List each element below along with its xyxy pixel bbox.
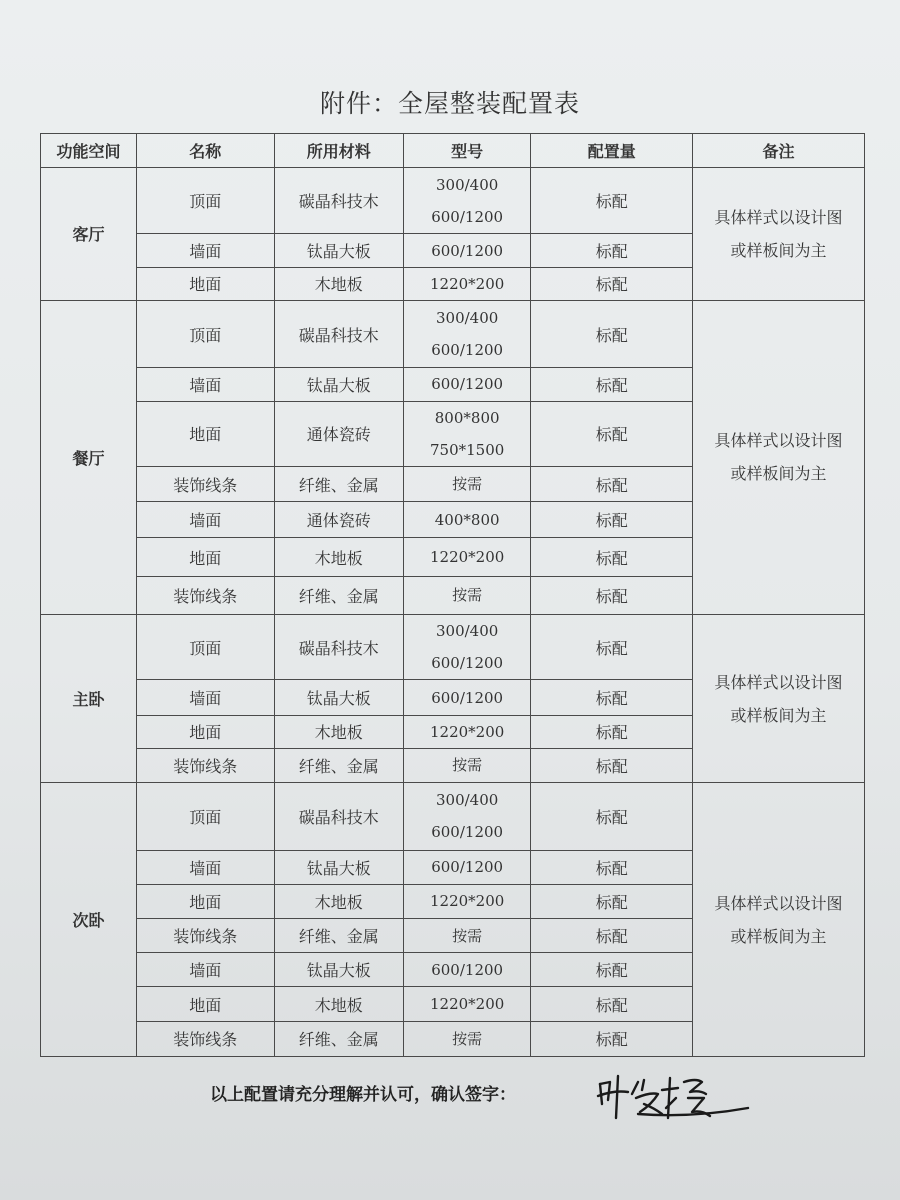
material-cell: 木地板: [274, 538, 403, 576]
model-cell: [403, 538, 530, 576]
material-cell: 木地板: [274, 715, 403, 748]
config-table: [40, 133, 865, 1057]
quantity-cell: 标配: [531, 1021, 693, 1056]
model-cell: [403, 1021, 530, 1056]
material-cell: 纤维、金属: [274, 466, 403, 501]
model-value: 1220*200: [429, 274, 505, 293]
item-name-cell: 顶面: [137, 614, 275, 679]
remark-line: 或样板间为主: [730, 926, 827, 946]
quantity-cell: 标配: [531, 538, 693, 576]
space-name-cell: 餐厅: [41, 300, 137, 614]
quantity-cell: 标配: [531, 168, 693, 234]
material-cell: 钛晶大板: [274, 234, 403, 267]
remark-cell: [693, 614, 865, 782]
model-value: 600/1200: [431, 688, 504, 707]
model-value: 750*1500: [429, 440, 505, 459]
item-name-cell: 装饰线条: [137, 466, 275, 501]
material-cell: 纤维、金属: [274, 1021, 403, 1056]
model-value: 600/1200: [431, 241, 504, 260]
quantity-cell: 标配: [531, 953, 693, 987]
material-cell: 通体瓷砖: [274, 401, 403, 466]
quantity-cell: 标配: [531, 680, 693, 715]
quantity-cell: 标配: [531, 502, 693, 538]
item-name-cell: 地面: [137, 401, 275, 466]
remark-line: 具体样式以设计图: [714, 672, 843, 692]
item-name-cell: 地面: [137, 538, 275, 576]
material-cell: 碳晶科技木: [274, 300, 403, 367]
quantity-cell: 标配: [531, 401, 693, 466]
item-name-cell: 地面: [137, 715, 275, 748]
model-value: 按需: [452, 475, 483, 494]
remark-line: 具体样式以设计图: [714, 207, 843, 227]
model-cell: [403, 576, 530, 614]
model-cell: [403, 918, 530, 952]
item-name-cell: 地面: [137, 267, 275, 300]
table-row: [41, 168, 865, 234]
remark-line: 或样板间为主: [730, 705, 827, 725]
material-cell: 木地板: [274, 884, 403, 918]
model-value: 400*800: [434, 510, 500, 529]
material-cell: 纤维、金属: [274, 576, 403, 614]
quantity-cell: 标配: [531, 987, 693, 1021]
item-name-cell: 装饰线条: [137, 918, 275, 952]
model-cell: [403, 715, 530, 748]
model-value: 300/400: [435, 622, 499, 641]
material-cell: 碳晶科技木: [274, 168, 403, 234]
table-row: [41, 300, 865, 367]
model-value: 600/1200: [431, 207, 504, 226]
model-cell: [403, 614, 530, 679]
quantity-cell: 标配: [531, 715, 693, 748]
quantity-cell: 标配: [531, 614, 693, 679]
material-cell: 钛晶大板: [274, 368, 403, 401]
header-name: 名称: [137, 134, 275, 168]
quantity-cell: 标配: [531, 884, 693, 918]
item-name-cell: 墙面: [137, 234, 275, 267]
material-cell: 木地板: [274, 267, 403, 300]
header-model: 型号: [403, 134, 530, 168]
material-cell: 纤维、金属: [274, 918, 403, 952]
model-cell: [403, 401, 530, 466]
table-row: [41, 783, 865, 850]
model-value: 600/1200: [431, 960, 504, 979]
item-name-cell: 装饰线条: [137, 1021, 275, 1056]
model-value: 1220*200: [429, 892, 505, 911]
quantity-cell: 标配: [531, 368, 693, 401]
model-value: 按需: [452, 756, 483, 775]
model-cell: [403, 267, 530, 300]
model-value: 1220*200: [429, 995, 505, 1013]
material-cell: 碳晶科技木: [274, 614, 403, 679]
model-value: 300/400: [435, 175, 499, 194]
table-header-row: [41, 134, 865, 168]
model-value: 按需: [452, 926, 483, 945]
header-remark: 备注: [693, 134, 865, 168]
item-name-cell: 地面: [137, 987, 275, 1021]
material-cell: 钛晶大板: [274, 953, 403, 987]
model-cell: [403, 680, 530, 715]
model-value: 300/400: [435, 791, 499, 810]
material-cell: 钛晶大板: [274, 850, 403, 884]
model-cell: [403, 466, 530, 501]
model-value: 600/1200: [431, 341, 504, 360]
material-cell: 纤维、金属: [274, 748, 403, 782]
item-name-cell: 墙面: [137, 502, 275, 538]
quantity-cell: 标配: [531, 300, 693, 367]
model-value: 600/1200: [431, 858, 504, 877]
model-cell: [403, 987, 530, 1021]
model-value: 800*800: [434, 408, 500, 427]
material-cell: 钛晶大板: [274, 680, 403, 715]
model-cell: [403, 783, 530, 850]
confirmation-text: 以上配置请充分理解并认可，确认签字：: [210, 1085, 516, 1105]
remark-line: 具体样式以设计图: [714, 893, 843, 913]
remark-cell: [693, 168, 865, 301]
document-title: 附件：全屋整装配置表: [319, 89, 580, 118]
item-name-cell: 墙面: [137, 850, 275, 884]
item-name-cell: 装饰线条: [137, 576, 275, 614]
quantity-cell: 标配: [531, 576, 693, 614]
model-value: 300/400: [435, 309, 499, 328]
model-cell: [403, 953, 530, 987]
item-name-cell: 顶面: [137, 168, 275, 234]
model-cell: [403, 168, 530, 234]
handwritten-signature: [592, 1068, 752, 1128]
model-cell: [403, 748, 530, 782]
quantity-cell: 标配: [531, 267, 693, 300]
item-name-cell: 地面: [137, 884, 275, 918]
remark-cell: [693, 300, 865, 614]
item-name-cell: 墙面: [137, 680, 275, 715]
quantity-cell: 标配: [531, 850, 693, 884]
model-cell: [403, 850, 530, 884]
quantity-cell: 标配: [531, 748, 693, 782]
space-name-cell: 主卧: [41, 614, 137, 782]
item-name-cell: 顶面: [137, 783, 275, 850]
quantity-cell: 标配: [531, 783, 693, 850]
model-cell: [403, 234, 530, 267]
remark-line: 或样板间为主: [730, 240, 827, 260]
model-value: 1220*200: [429, 548, 505, 567]
header-material: 所用材料: [274, 134, 403, 168]
model-cell: [403, 368, 530, 401]
model-cell: [403, 502, 530, 538]
model-cell: [403, 300, 530, 367]
remark-cell: [693, 783, 865, 1057]
quantity-cell: 标配: [531, 234, 693, 267]
header-space: 功能空间: [41, 134, 137, 168]
material-cell: 通体瓷砖: [274, 502, 403, 538]
model-value: 600/1200: [431, 823, 504, 842]
model-value: 1220*200: [429, 722, 505, 741]
model-value: 按需: [452, 586, 483, 605]
space-name-cell: 次卧: [41, 783, 137, 1057]
item-name-cell: 装饰线条: [137, 748, 275, 782]
table-body: [41, 168, 865, 1057]
model-cell: [403, 884, 530, 918]
material-cell: 木地板: [274, 987, 403, 1021]
remark-line: 具体样式以设计图: [714, 431, 843, 451]
material-cell: 碳晶科技木: [274, 783, 403, 850]
quantity-cell: 标配: [531, 466, 693, 501]
header-quantity: 配置量: [531, 134, 693, 168]
table-row: [41, 614, 865, 679]
model-value: 600/1200: [431, 375, 504, 394]
model-value: 600/1200: [431, 654, 504, 673]
item-name-cell: 顶面: [137, 300, 275, 367]
space-name-cell: 客厅: [41, 168, 137, 301]
remark-line: 或样板间为主: [730, 464, 827, 484]
item-name-cell: 墙面: [137, 368, 275, 401]
quantity-cell: 标配: [531, 918, 693, 952]
model-value: 按需: [452, 1029, 483, 1048]
item-name-cell: 墙面: [137, 953, 275, 987]
